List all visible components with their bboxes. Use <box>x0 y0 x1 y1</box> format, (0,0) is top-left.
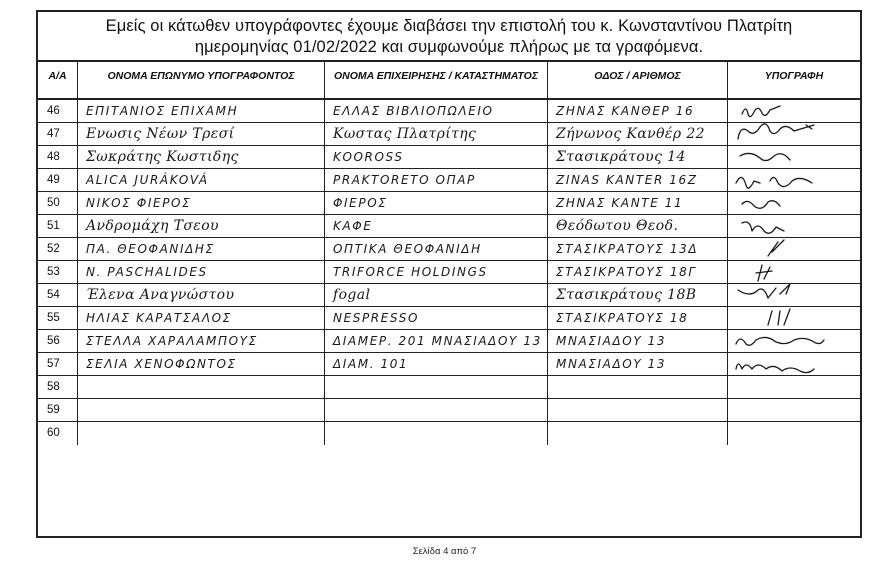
signer-name <box>78 376 325 399</box>
row-number: 50 <box>38 192 78 215</box>
row-number: 60 <box>38 422 78 445</box>
signer-name: ΕΠΙΤΑΝΙΟΣ ΕΠΙΧΑΜΗ <box>78 100 325 123</box>
row-number: 46 <box>38 100 78 123</box>
handwritten-signature <box>728 123 860 146</box>
row-number: 48 <box>38 146 78 169</box>
table-row <box>38 307 860 330</box>
header-line-1: Εμείς οι κάτωθεν υπογράφοντες έχουμε διαβάσει την επιστολή του κ. Κωνσταντίνου Πλατρίτη <box>105 17 793 35</box>
business-name: TRIFORCE HOLDINGS <box>325 261 548 284</box>
column-header-street: ΟΔΟΣ / ΑΡΙΘΜΟΣ <box>548 62 728 100</box>
business-name: ΦΙΕΡΟΣ <box>325 192 548 215</box>
street-address: Στασικράτους 18Β <box>548 284 728 307</box>
table-row <box>38 169 860 192</box>
handwritten-signature <box>728 261 860 284</box>
business-name: ΔΙΑΜΕΡ. 201 ΜΝΑΣΙΑΔΟΥ 13 <box>325 330 548 353</box>
signature-cell <box>728 353 860 376</box>
business-name: ΚΟΟRΟSS <box>325 146 548 169</box>
table-row <box>38 376 860 399</box>
table-row <box>38 330 860 353</box>
signature-cell <box>728 238 860 261</box>
signer-name <box>78 399 325 422</box>
row-number: 49 <box>38 169 78 192</box>
signer-name: ΣΕΛΙΑ ΧΕΝΟΦΩΝΤΟΣ <box>78 353 325 376</box>
street-address: Θεόδωτου Θεοδ. <box>548 215 728 238</box>
street-address: Ζήνωνος Κανθέρ 22 <box>548 123 728 146</box>
handwritten-signature <box>728 192 860 215</box>
row-number: 47 <box>38 123 78 146</box>
signer-name: Σωκράτης Κωστιδης <box>78 146 325 169</box>
business-name: ΚΑΦΕ <box>325 215 548 238</box>
handwritten-signature <box>728 330 860 353</box>
signature-cell <box>728 284 860 307</box>
table-row <box>38 284 860 307</box>
table-row <box>38 399 860 422</box>
street-address: ΖΗΝΑΣ ΚΑΝΘΕΡ 16 <box>548 100 728 123</box>
table-row <box>38 100 860 123</box>
signature-cell <box>728 215 860 238</box>
signature-cell <box>728 146 860 169</box>
signer-name: Ενωσις Νέων Τρεσί <box>78 123 325 146</box>
street-address: ZINAS KANTER 16Z <box>548 169 728 192</box>
street-address <box>548 399 728 422</box>
column-header-signature: ΥΠΟΓΡΑΦΗ <box>728 62 860 100</box>
signature-cell <box>728 169 860 192</box>
street-address: Στασικράτους 14 <box>548 146 728 169</box>
table-row <box>38 123 860 146</box>
street-address <box>548 376 728 399</box>
street-address: ΖΗΝΑΣ ΚΑΝΤΕ 11 <box>548 192 728 215</box>
sheet-header <box>38 12 860 62</box>
row-number: 57 <box>38 353 78 376</box>
business-name: Κωστας Πλατρίτης <box>325 123 548 146</box>
row-number: 59 <box>38 399 78 422</box>
row-number: 55 <box>38 307 78 330</box>
page-number: Σελίδα 4 από 7 <box>412 546 477 557</box>
handwritten-signature <box>728 353 860 376</box>
signer-name: ΣΤΕΛΛΑ ΧΑΡΑΛΑΜΠΟΥΣ <box>78 330 325 353</box>
signature-cell <box>728 399 860 422</box>
handwritten-signature <box>728 238 860 261</box>
signer-name: ALICA JURÁKOVÁ <box>78 169 325 192</box>
business-name: fogal <box>325 284 548 307</box>
table-row <box>38 215 860 238</box>
handwritten-signature <box>728 100 860 123</box>
table-row <box>38 192 860 215</box>
signer-name: ΝΙΚΟΣ ΦΙΕΡΟΣ <box>78 192 325 215</box>
business-name <box>325 422 548 445</box>
signature-cell <box>728 422 860 445</box>
handwritten-signature <box>728 215 860 238</box>
street-address: ΣΤΑΣΙΚΡΑΤΟΥΣ 13Δ <box>548 238 728 261</box>
row-number: 56 <box>38 330 78 353</box>
table-row <box>38 238 860 261</box>
signature-cell <box>728 307 860 330</box>
signature-cell <box>728 261 860 284</box>
table-row <box>38 353 860 376</box>
handwritten-signature <box>728 169 860 192</box>
street-address <box>548 422 728 445</box>
signer-name: Ανδρομάχη Τσεου <box>78 215 325 238</box>
street-address: ΣΤΑΣΙΚΡΑΤΟΥΣ 18Γ <box>548 261 728 284</box>
signer-name: N. PASCHALIDES <box>78 261 325 284</box>
signature-cell <box>728 100 860 123</box>
street-address: ΜΝΑΣΙΑΔΟΥ 13 <box>548 330 728 353</box>
table-row <box>38 146 860 169</box>
business-name: ΕΛΛΑΣ ΒΙΒΛΙΟΠΩΛΕΙΟ <box>325 100 548 123</box>
business-name: PRAKTORETO OΠAP <box>325 169 548 192</box>
signer-name: ΗΛΙΑΣ ΚΑΡΑΤΣΑΛΟΣ <box>78 307 325 330</box>
handwritten-signature <box>728 307 860 330</box>
row-number: 54 <box>38 284 78 307</box>
signature-sheet <box>36 10 862 538</box>
business-name: ΟΠΤΙΚΑ ΘΕΟΦΑΝΙΔΗ <box>325 238 548 261</box>
table-row <box>38 422 860 445</box>
row-number: 53 <box>38 261 78 284</box>
column-header-name: ΟΝΟΜΑ ΕΠΩΝΥΜΟ ΥΠΟΓΡΑΦΟΝΤΟΣ <box>78 62 325 100</box>
signature-cell <box>728 192 860 215</box>
signature-cell <box>728 376 860 399</box>
signer-name: ΠΑ. ΘΕΟΦΑΝΙΔΗΣ <box>78 238 325 261</box>
row-number: 58 <box>38 376 78 399</box>
row-number: 51 <box>38 215 78 238</box>
column-header-business: ΟΝΟΜΑ ΕΠΙΧΕΙΡΗΣΗΣ / ΚΑΤΑΣΤΗΜΑΤΟΣ <box>325 62 548 100</box>
column-header-aa: Α/Α <box>38 62 78 100</box>
signer-name <box>78 422 325 445</box>
business-name: NESPRESSO <box>325 307 548 330</box>
street-address: ΣΤΑΣΙΚΡΑΤΟΥΣ 18 <box>548 307 728 330</box>
street-address: ΜΝΑΣΙΑΔΟΥ 13 <box>548 353 728 376</box>
signer-name: Έλενα Αναγνώστου <box>78 284 325 307</box>
business-name <box>325 376 548 399</box>
signature-cell <box>728 330 860 353</box>
header-line-2: ημερομηνίας 01/02/2022 και συμφωνούμε πλήρως με τα γραφόμενα. <box>194 38 704 56</box>
table-row <box>38 261 860 284</box>
row-number: 52 <box>38 238 78 261</box>
signature-cell <box>728 123 860 146</box>
handwritten-signature <box>728 284 860 307</box>
business-name <box>325 399 548 422</box>
handwritten-signature <box>728 146 860 169</box>
business-name: ΔΙΑΜ. 101 <box>325 353 548 376</box>
